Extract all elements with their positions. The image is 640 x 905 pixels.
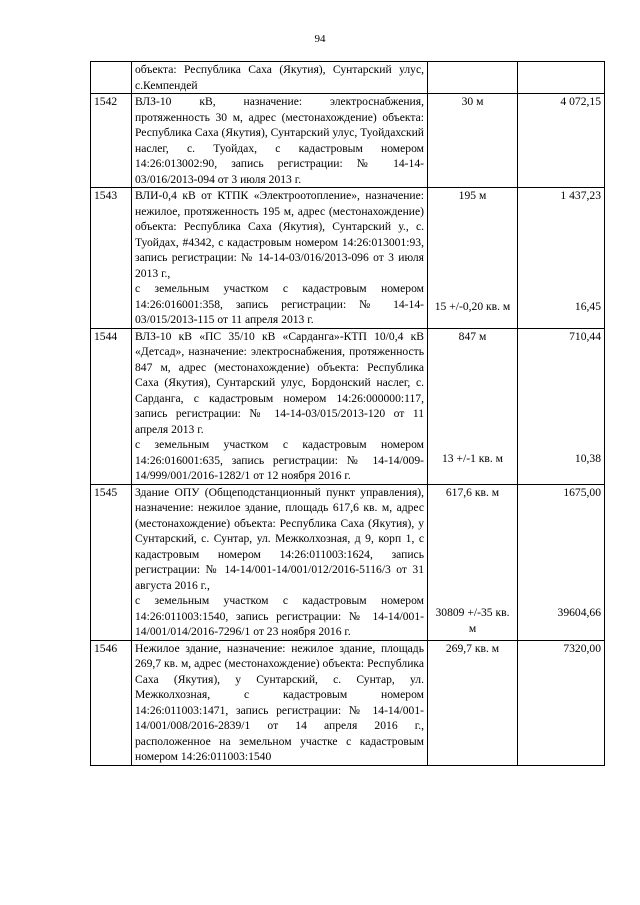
value-text: 10,38 xyxy=(574,452,601,465)
object-description-text: объекта: Республика Саха (Якутия), Сунтарский улус, с.Кемпендей xyxy=(135,63,424,92)
object-description-text: Здание ОПУ (Общеподстанционный пункт управления), назначение: нежилое здание, площадь 617,6 кв. м, адрес (местонахождение) объекта: Республика Саха (Якутия), у Сунтарский, с. Сунтар, ул. Межколхозная, д 9, корп 1, с кадастровым номером 14:26:011003:1624, запись регистрации: № 14-14/001-14/001/012/2016-5116/3 от 31 августа 2016 г., xyxy=(135,485,424,592)
table-row xyxy=(91,94,605,188)
object-description-text: Нежилое здание, назначение: нежилое здание, площадь 269,7 кв. м, адрес (местонахождение) объекта: Республика Саха (Якутия), у Сунтарский, с. Сунтар, ул. Межколхозная, с кадастровым номером 14:26:011003:1471, запись регистрации: № 14-14/001-14/001/008/2016-2839/1 от 14 апреля 2016 г., расположенное на земельном участке с кадастровым номером 14:26:011003:1540 xyxy=(135,641,424,763)
size-cell xyxy=(428,62,518,94)
size-text: 617,6 кв. м xyxy=(445,485,500,499)
value-text: 1675,00 xyxy=(563,485,601,499)
object-description xyxy=(132,484,428,640)
value-cell xyxy=(518,484,605,640)
record-number xyxy=(91,62,132,94)
table-row xyxy=(91,640,605,765)
size-text: 13 +/-1 кв. м xyxy=(441,452,504,465)
size-cell xyxy=(428,188,518,329)
record-number: 1544 xyxy=(91,328,132,484)
object-description xyxy=(132,94,428,188)
land-plot-description-text: с земельным участком с кадастровым номером 14:26:016001:635, запись регистрации: № 14-14/009-14/999/001/2016-1282/1 от 12 ноября 2016 г. xyxy=(135,438,424,482)
value-text: 39604,66 xyxy=(557,606,601,619)
value-text: 1 437,23 xyxy=(560,189,601,202)
value-text: 4 072,15 xyxy=(560,95,601,108)
size-text: 30809 +/-35 кв. м xyxy=(435,606,510,635)
object-description xyxy=(132,188,428,329)
record-number: 1545 xyxy=(91,484,132,640)
size-cell xyxy=(428,484,518,640)
value-cell xyxy=(518,640,605,765)
object-description-text: ВЛЗ-10 кВ, назначение: электроснабжения, протяженность 30 м, адрес (местонахождение) объекта: Республика Саха (Якутия), Сунтарский улус, Туойдахский наслег, с. Туойдах, с кадастровым номером 14:26:013002:90, запись регистрации: № 14-14-03/016/2013-094 от 3 июля 2013 г. xyxy=(135,95,424,186)
size-cell xyxy=(428,94,518,188)
record-number: 1542 xyxy=(91,94,132,188)
table-row xyxy=(91,188,605,329)
value-text: 16,45 xyxy=(574,299,601,313)
size-text: 269,7 кв. м xyxy=(445,641,500,655)
value-cell xyxy=(518,94,605,188)
size-text: 15 +/-0,20 кв. м xyxy=(434,299,511,313)
table-row xyxy=(91,62,605,94)
value-cell xyxy=(518,188,605,329)
size-text: 847 м xyxy=(458,329,487,343)
land-plot-description-text: с земельным участком с кадастровым номером 14:26:011003:1540, запись регистрации: № 14-14/001-14/001/014/2016-7296/1 от 23 ноября 2016 г. xyxy=(135,594,424,638)
size-text: 30 м xyxy=(461,95,484,108)
table-row xyxy=(91,484,605,640)
object-description-text: ВЛИ-0,4 кВ от КТПК «Электроотопление», назначение: нежилое, протяженность 195 м, адрес (местонахождение) объекта: Республика Саха (Якутия), Сунтарский у., с. Туойдах, #4342, с кадастровым номером 14:26:013001:93, запись регистрации: № 14-14-03/016/2013-096 от 3 июля 2013 г., xyxy=(135,189,424,280)
object-description xyxy=(132,62,428,94)
value-text: 7320,00 xyxy=(563,641,601,655)
value-cell xyxy=(518,328,605,484)
page-number: 94 xyxy=(314,33,326,45)
table-row xyxy=(91,328,605,484)
size-text: 195 м xyxy=(458,189,487,202)
value-cell xyxy=(518,62,605,94)
record-number: 1546 xyxy=(91,640,132,765)
object-description xyxy=(132,640,428,765)
size-cell xyxy=(428,640,518,765)
record-number: 1543 xyxy=(91,188,132,329)
size-cell xyxy=(428,328,518,484)
land-plot-description-text: с земельным участком с кадастровым номером 14:26:016001:358, запись регистрации: № 14-14-03/015/2013-115 от 11 апреля 2013 г. xyxy=(135,282,424,326)
value-text: 710,44 xyxy=(569,329,601,343)
registry-body xyxy=(91,62,605,766)
object-description-text: ВЛЗ-10 кВ «ПС 35/10 кВ «Сарданга»-КТП 10/0,4 кВ «Детсад», назначение: электроснабжения, протяженность 847 м, адрес (местонахождение) объекта: Республика Саха (Якутия), Сунтарский улус, Бордонский наслег, с. Сарданга, с кадастровым номером 14:26:000000:117, запись регистрации: № 14-14-03/015/2013-120 от 11 апреля 2013 г. xyxy=(135,329,424,436)
object-description xyxy=(132,328,428,484)
property-registry-table xyxy=(90,61,605,766)
